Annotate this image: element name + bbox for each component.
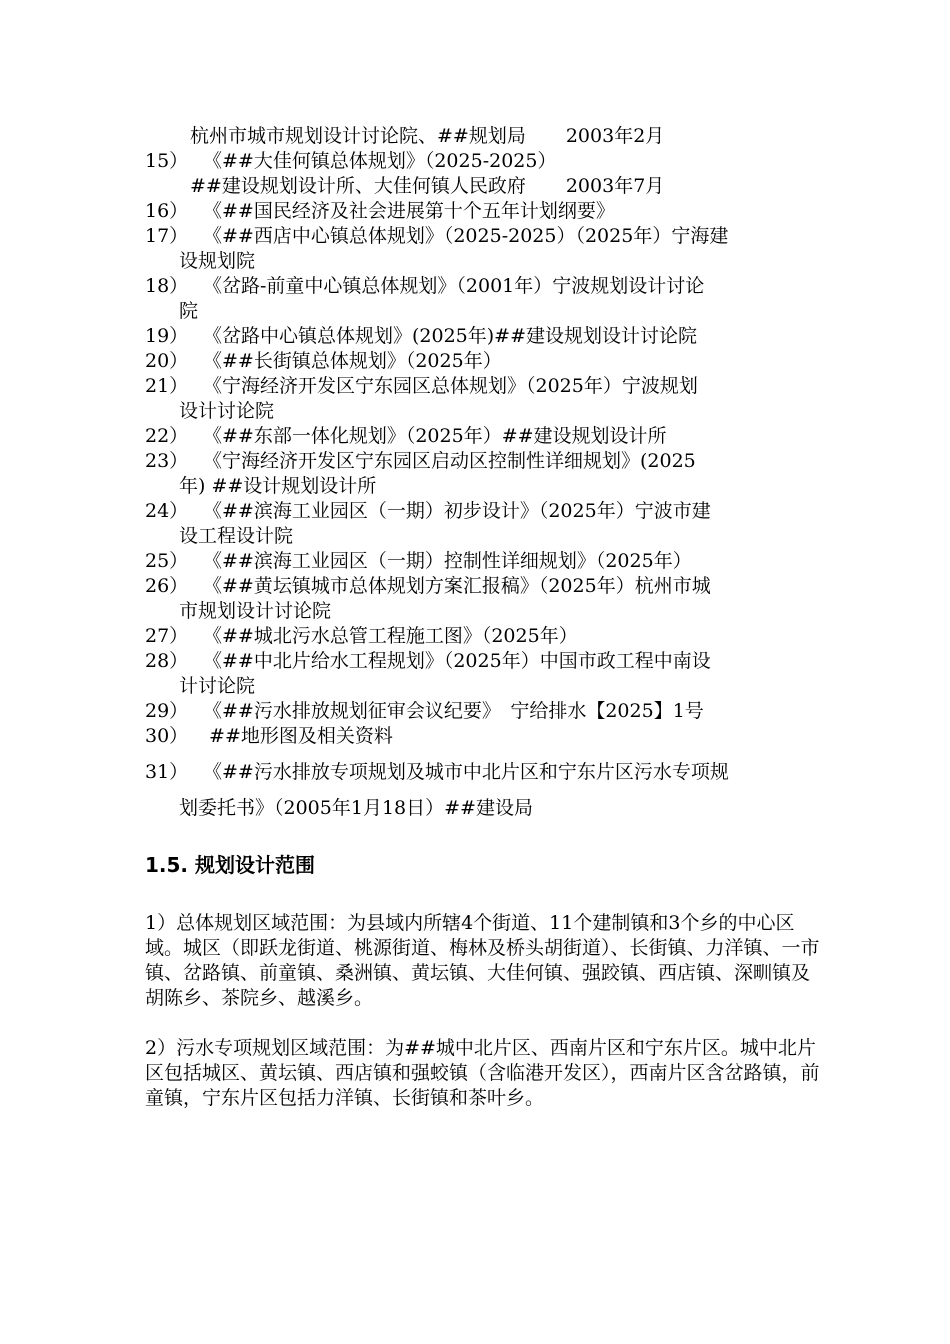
ref-title: 《##中北片给水工程规划》（2025年）中国市政工程中南设 <box>203 650 711 672</box>
ref-27 <box>145 624 578 649</box>
ref-number: 28） <box>145 650 189 672</box>
ref-20 <box>145 349 502 374</box>
ref-30 <box>145 724 393 749</box>
ref-title: 《宁海经济开发区宁东园区启动区控制性详细规划》(2025 <box>203 450 696 472</box>
ref-21 <box>145 374 698 399</box>
ref-number: 30） <box>145 725 189 747</box>
paragraph-sewage-scope: 2）污水专项规划区域范围：为##城中北片区、西南片区和宁东片区。城中北片区包括城区、黄坛镇、西店镇和强蛟镇（含临港开发区），西南片区含岔路镇，前童镇，宁东片区包括力洋镇、长街镇和茶叶乡。 <box>145 1037 820 1109</box>
ref-number: 27） <box>145 625 189 647</box>
ref-title: 《##滨海工业园区（一期）初步设计》（2025年）宁波市建 <box>203 500 711 522</box>
ref-title: 《##滨海工业园区（一期）控制性详细规划》（2025年） <box>203 550 692 572</box>
ref-title: 《##黄坛镇城市总体规划方案汇报稿》（2025年）杭州市城 <box>203 575 711 597</box>
ref-number: 31） <box>145 761 189 783</box>
ref-31 <box>145 760 729 785</box>
ref-31-continuation: 划委托书》（2005年1月18日）##建设局 <box>179 797 533 819</box>
ref-number: 19） <box>145 325 189 347</box>
ref-title: 《##污水排放专项规划及城市中北片区和宁东片区污水专项规 <box>203 761 729 783</box>
ref-23-continuation: 年) ##设计规划设计所 <box>179 475 377 497</box>
ref-title: ##地形图及相关资料 <box>203 725 393 747</box>
ref-18 <box>145 274 704 299</box>
ref-org: 杭州市城市规划设计讨论院、##规划局 <box>190 125 526 147</box>
ref-24 <box>145 499 711 524</box>
ref-15-continuation <box>190 174 664 199</box>
ref-28-continuation: 计讨论院 <box>179 675 256 697</box>
ref-number: 21） <box>145 375 189 397</box>
section-heading: 1.5. 规划设计范围 <box>145 853 315 877</box>
ref-number: 24） <box>145 500 189 522</box>
ref-date: 2003年2月 <box>565 125 665 147</box>
ref-number: 16） <box>145 200 189 222</box>
ref-number: 15） <box>145 150 189 172</box>
paragraph-overall-scope: 1）总体规划区域范围：为县域内所辖4个街道、11个建制镇和3个乡的中心区域。城区（即跃龙街道、桃源街道、梅林及桥头胡街道）、长街镇、力洋镇、一市镇、岔路镇、前童镇、桑洲镇、黄坛镇、大佳何镇、强跤镇、西店镇、深甽镇及胡陈乡、茶院乡、越溪乡。 <box>145 912 820 1009</box>
ref-number: 17） <box>145 225 189 247</box>
ref-26 <box>145 574 711 599</box>
ref-title: 《##长街镇总体规划》（2025年） <box>203 350 502 372</box>
ref-number: 29） <box>145 700 189 722</box>
ref-23 <box>145 449 696 474</box>
ref-title: 《宁海经济开发区宁东园区总体规划》（2025年）宁波规划 <box>203 375 698 397</box>
ref-number: 23） <box>145 450 189 472</box>
ref-title: 《岔路中心镇总体规划》(2025年)##建设规划设计讨论院 <box>203 325 698 347</box>
ref-title: 《##东部一体化规划》（2025年）##建设规划设计所 <box>203 425 667 447</box>
ref-21-continuation: 设计讨论院 <box>179 400 275 422</box>
ref-24-continuation: 设工程设计院 <box>179 525 294 547</box>
ref-title: 《##国民经济及社会进展第十个五年计划纲要》 <box>203 200 615 222</box>
ref-org: ##建设规划设计所、大佳何镇人民政府 <box>190 175 526 197</box>
ref-15 <box>145 149 556 174</box>
ref-25 <box>145 549 692 574</box>
ref-title: 《##大佳何镇总体规划》（2025-2025） <box>203 150 557 172</box>
ref-title: 《##城北污水总管工程施工图》（2025年） <box>203 625 578 647</box>
ref-14-continuation <box>190 124 664 149</box>
ref-number: 18） <box>145 275 189 297</box>
ref-title: 《##污水排放规划征审会议纪要》 宁给排水【2025】1号 <box>203 700 704 722</box>
ref-number: 25） <box>145 550 189 572</box>
ref-22 <box>145 424 667 449</box>
ref-title: 《岔路-前童中心镇总体规划》（2001年）宁波规划设计讨论 <box>203 275 705 297</box>
ref-26-continuation: 市规划设计讨论院 <box>179 600 332 622</box>
ref-16 <box>145 199 615 224</box>
ref-title: 《##西店中心镇总体规划》（2025-2025）（2025年）宁海建 <box>203 225 729 247</box>
ref-17-continuation: 设规划院 <box>179 250 256 272</box>
ref-number: 20） <box>145 350 189 372</box>
ref-18-continuation: 院 <box>179 300 199 322</box>
ref-number: 26） <box>145 575 189 597</box>
ref-date: 2003年7月 <box>565 175 665 197</box>
ref-29 <box>145 699 704 724</box>
ref-19 <box>145 324 697 349</box>
ref-number: 22） <box>145 425 189 447</box>
ref-17 <box>145 224 728 249</box>
ref-28 <box>145 649 711 674</box>
